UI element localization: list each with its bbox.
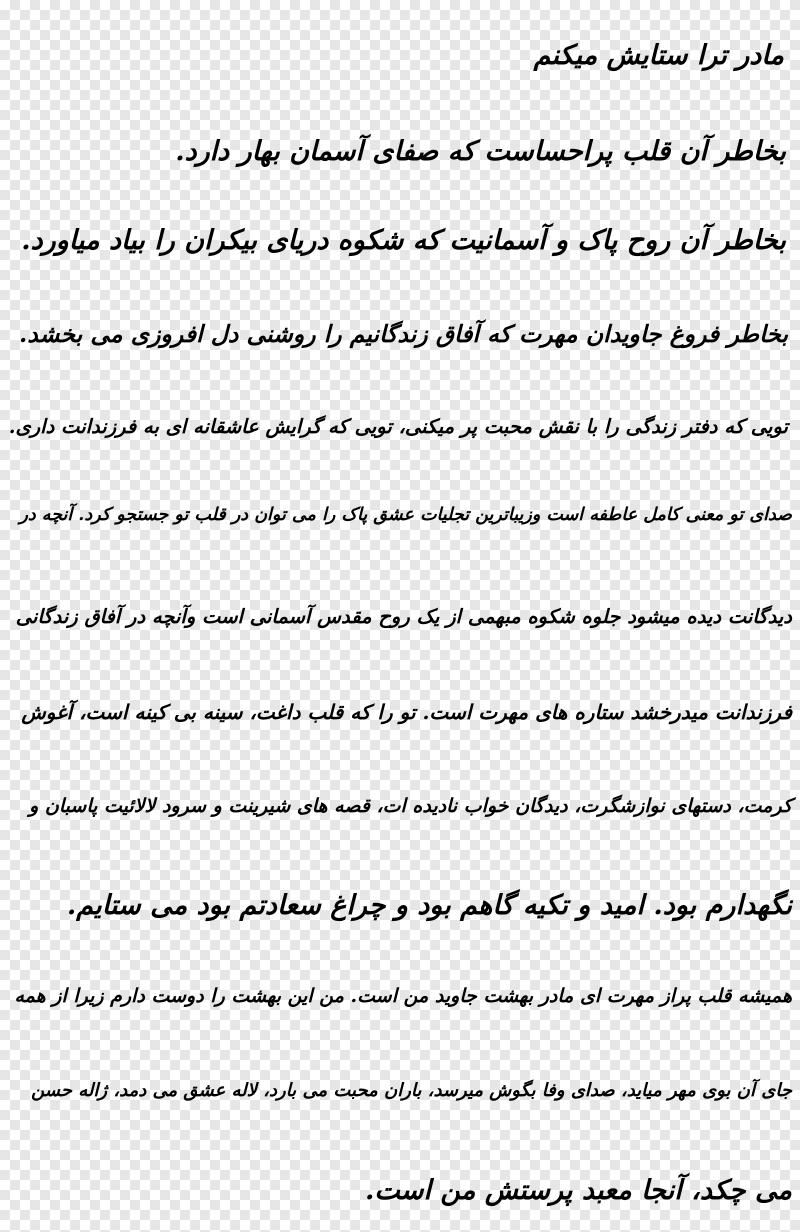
text-line: بخاطر آن روح پاک و آسمانیت که شکوه دریای بیکران را بیاد میاورد. [21,225,786,256]
text-line: تویی که دفتر زندگی را با نقش محبت پر میکنی، تویی که گرایش عاشقانه ای به فرزندانت داری. [8,415,788,438]
text-line: می چکد، آنجا معبد پرستش من است. [365,1175,792,1206]
text-line: نگهدارم بود. امید و تکیه گاهم بود و چراغ سعادتم بود می ستایم. [66,890,792,921]
text-line: بخاطر فروغ جاویدان مهرت که آفاق زندگانیم را روشنی دل افروزی می بخشد. [19,320,788,348]
text-line: فرزندانت میدرخشد ستاره های مهرت است. تو را که قلب داغت، سینه بی کینه است، آغوش [21,700,792,724]
text-line: بخاطر آن قلب پراحساست که صفای آسمان بهار دارد. [175,136,786,167]
text-line: همیشه قلب پراز مهرت ای مادر بهشت جاوید من است. من این بهشت را دوست دارم زیرا از همه [14,985,792,1007]
text-line: جای آن بوی مهر میاید، صدای وفا بگوش میرسد، باران محبت می بارد، لاله عشق می دمد، ژاله حسن [31,1080,792,1101]
text-line: دیدگانت دیده میشود جلوه شکوه مبهمی از یک روح مقدس آسمانی است وآنچه در آفاق زندگانی [15,605,792,628]
text-line: کرمت، دستهای نوازشگرت، دیدگان خواب نادیده ات، قصه های شیرینت و سرود لالائیت پاسبان و [29,795,792,817]
text-line: صدای تو معنی کامل عاطفه است وزیباترین تجلیات عشق پاک را می توان در قلب تو جستجو کرد. آنچه در [19,505,792,525]
letter-title: مادر ترا ستایش میکنم [533,40,784,71]
